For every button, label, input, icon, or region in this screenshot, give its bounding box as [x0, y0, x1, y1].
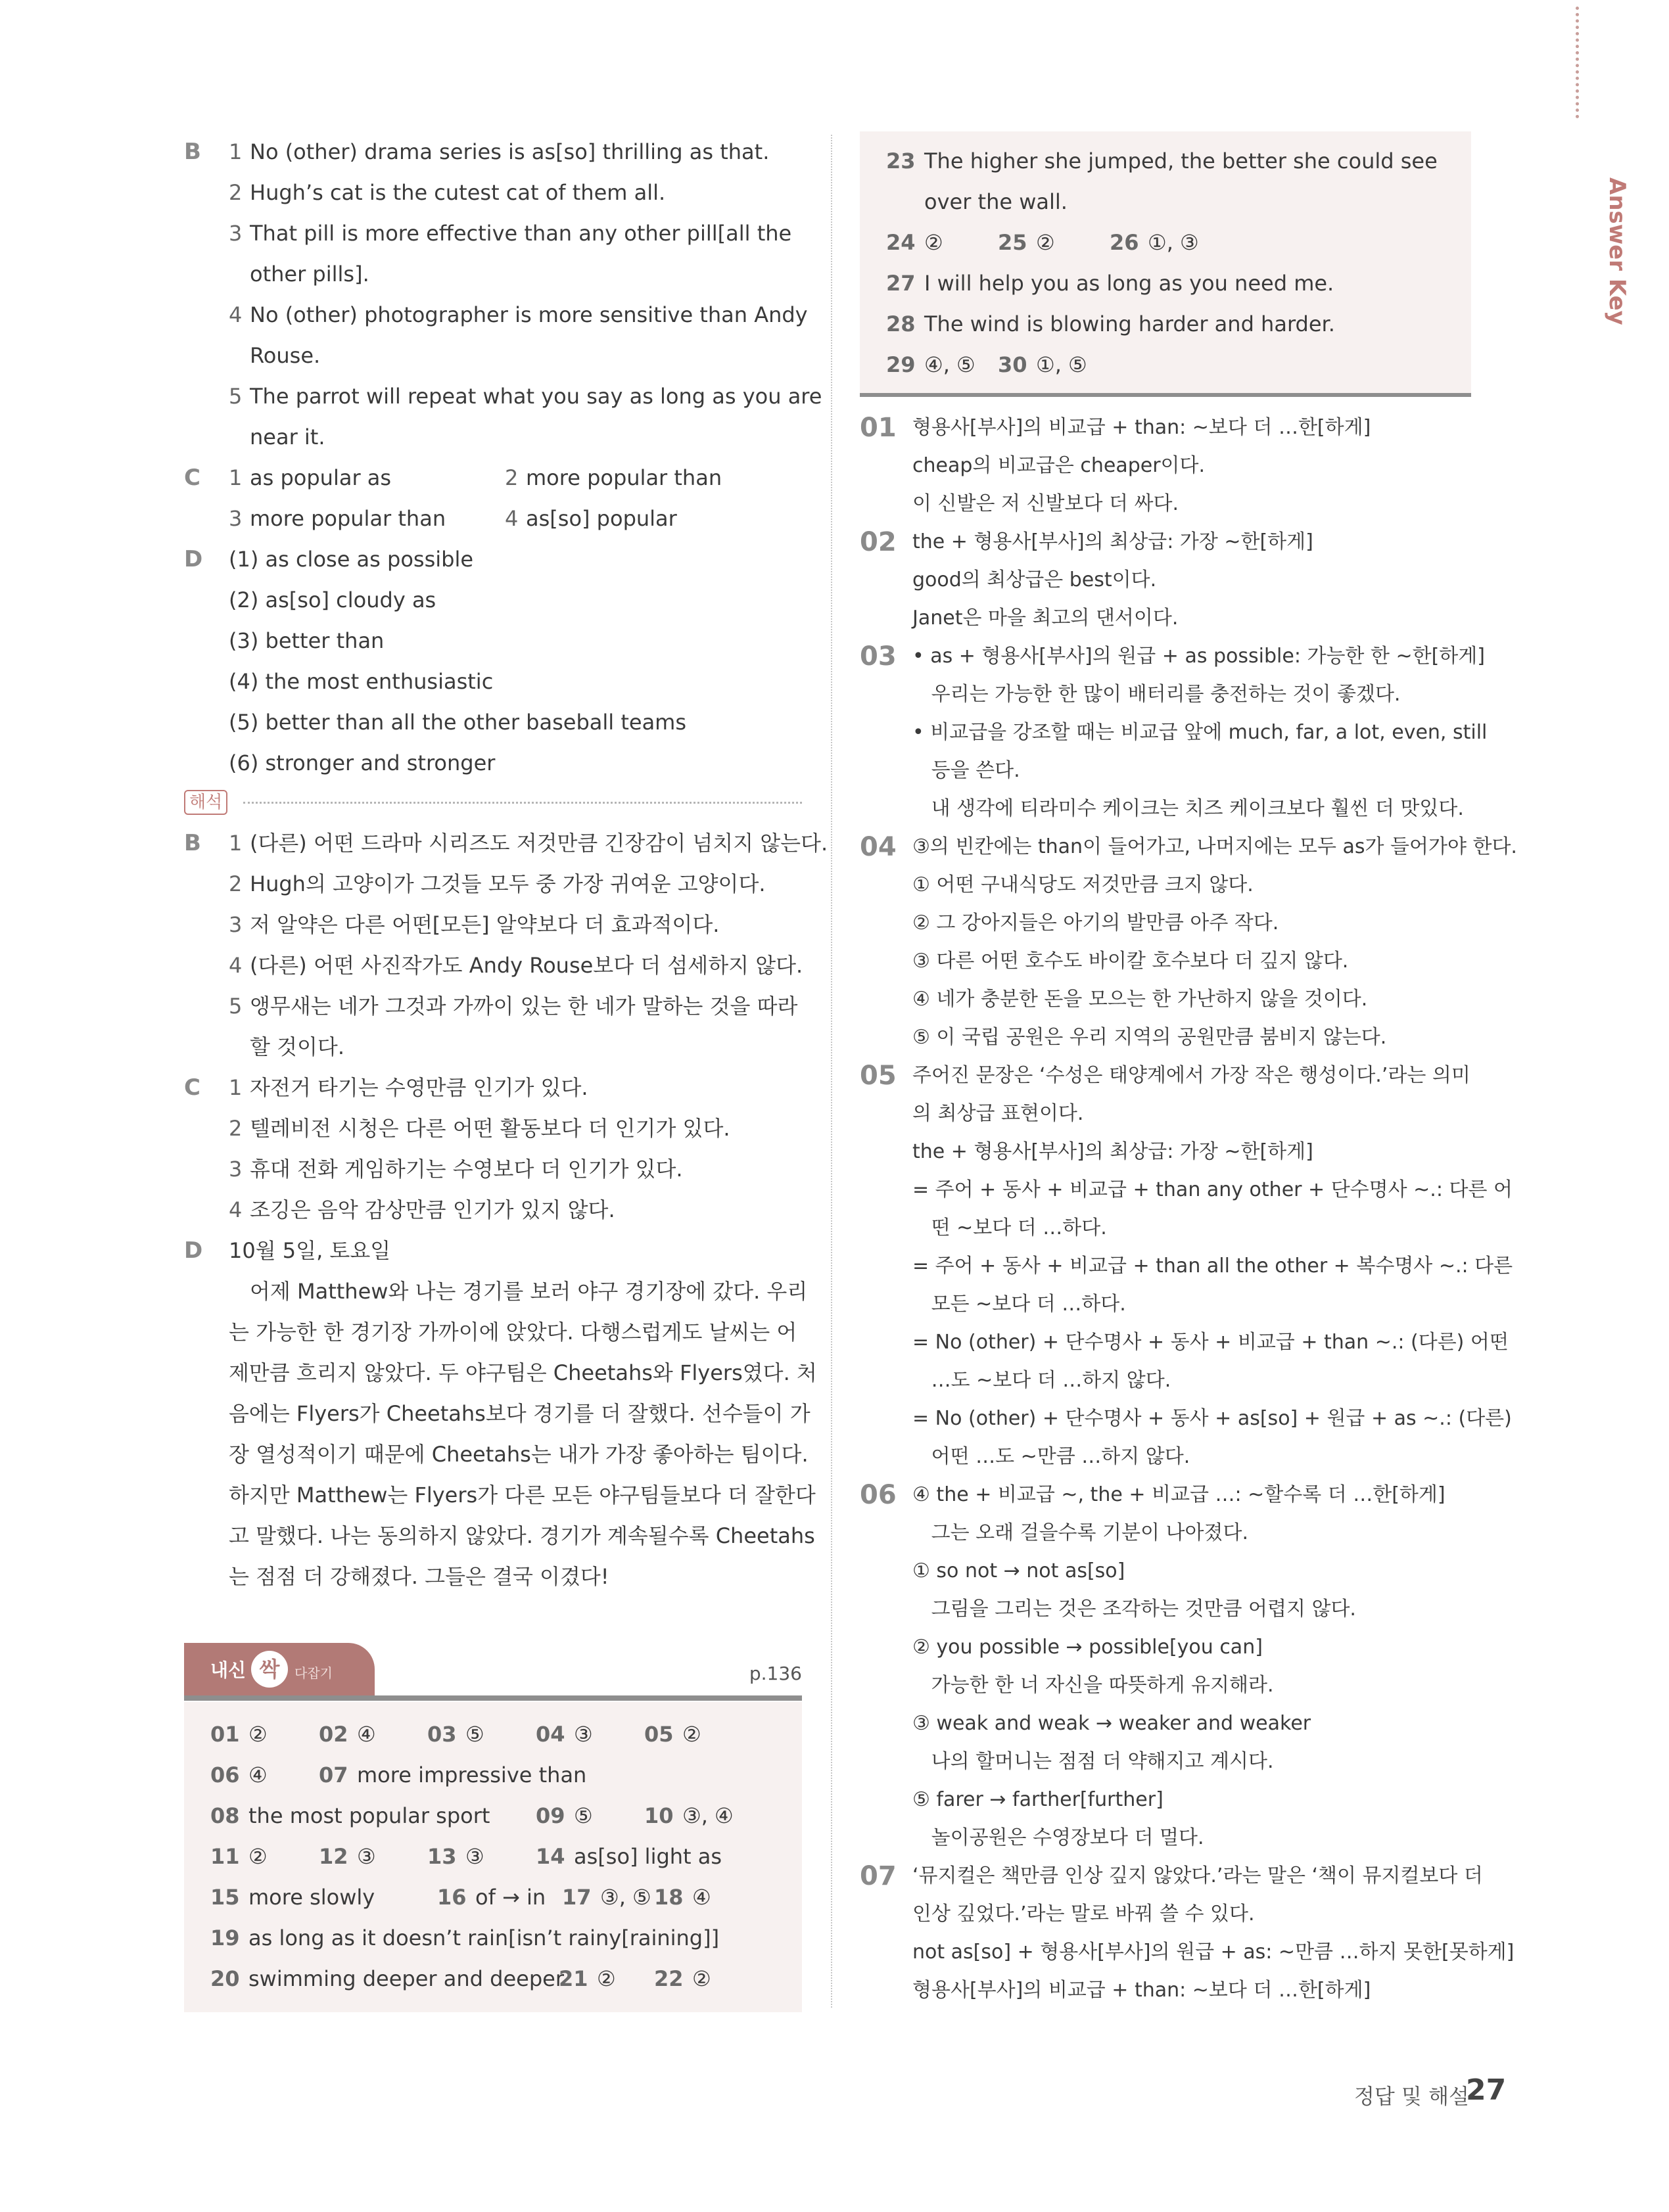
- item-text: (6) stronger and stronger: [229, 750, 496, 775]
- answer-value: ②: [597, 1966, 616, 1991]
- explanation-text: the + 형용사[부사]의 최상급: 가장 ~한[하게]: [912, 530, 1313, 553]
- item-num: 1: [229, 465, 243, 490]
- kb-item-1: [184, 823, 828, 864]
- section-label: C: [184, 465, 200, 491]
- kb-item-3: [184, 904, 802, 945]
- answer-num: 24: [886, 230, 916, 255]
- answer-value: ④, ⑤: [924, 352, 976, 377]
- item-num: 5: [229, 994, 243, 1019]
- answer-num: 19: [210, 1925, 240, 1950]
- explanation-text: 그림을 그리는 것은 조각하는 것만큼 어렵지 않다.: [912, 1598, 1356, 1621]
- answer-num: 01: [210, 1722, 240, 1747]
- explanation-line: [860, 1743, 1471, 1781]
- explanation-line: [860, 942, 1471, 980]
- answer-num: 09: [536, 1803, 565, 1828]
- kd-line-6: [184, 1475, 816, 1515]
- explanation-02: [860, 523, 1471, 561]
- explanation-text: = 주어 + 동사 + 비교급 + than any other + 단수명사 ~.: 다른 어: [912, 1178, 1513, 1201]
- section-b-item-1: [184, 131, 802, 172]
- answer-value: swimming deeper and deeper: [248, 1966, 564, 1991]
- section-b-item-4: [184, 294, 808, 335]
- answer-row: [860, 263, 1471, 304]
- explanation-text: 어떤 …도 ~만큼 …하지 않다.: [912, 1445, 1190, 1468]
- kc-item-3: [184, 1149, 802, 1189]
- answer-value: ④: [248, 1763, 268, 1787]
- section-label: C: [184, 1074, 200, 1101]
- answer-value: ③, ⑤: [600, 1885, 651, 1910]
- section-label: D: [184, 1237, 203, 1264]
- explanation-06: [860, 1476, 1471, 1514]
- explanation-text: 모든 ~보다 더 …하다.: [912, 1293, 1126, 1316]
- item-text: (3) better than: [229, 628, 385, 653]
- item-text: The parrot will repeat what you say as long as you are: [250, 384, 822, 409]
- explanation-line: [860, 1438, 1471, 1476]
- naesin-answers: [184, 1702, 802, 2012]
- explanation-text: ‘뮤지컬은 책만큼 인상 깊지 않았다.’라는 말은 ‘책이 뮤지컬보다 더: [912, 1864, 1483, 1887]
- left-column: [184, 131, 828, 2012]
- explanation-num: 04: [860, 832, 897, 862]
- item-text: (4) the most enthusiastic: [229, 669, 494, 694]
- explanation-text: 형용사[부사]의 비교급 + than: ~보다 더 …한[하게]: [912, 416, 1371, 439]
- answer-num: 30: [998, 352, 1027, 377]
- answer-value: ③: [465, 1844, 484, 1869]
- answer-value: ③: [357, 1844, 376, 1869]
- answer-num: 27: [886, 271, 916, 296]
- explanation-text: 의 최상급 표현이다.: [912, 1102, 1084, 1125]
- dotted-rule: [243, 802, 802, 804]
- section-label: D: [184, 546, 203, 572]
- kc-item-4: [184, 1189, 802, 1230]
- kc-item-1: [184, 1067, 802, 1108]
- explanation-num: 05: [860, 1061, 897, 1091]
- explanation-line: [860, 714, 1488, 752]
- section-b-item-3-cont: [184, 254, 802, 294]
- item-num: 3: [229, 1157, 243, 1182]
- answer-row: [184, 1958, 802, 1999]
- explanations: [860, 409, 1517, 2010]
- answer-value: ①, ③: [1148, 230, 1199, 255]
- item-text: 조깅은 음악 감상만큼 인기가 있지 않다.: [250, 1197, 615, 1222]
- answer-value: ③: [574, 1722, 593, 1747]
- explanation-text: = 주어 + 동사 + 비교급 + than all the other + 복수명사 ~.: 다른: [912, 1255, 1513, 1278]
- section-d-item-6: [184, 743, 802, 783]
- answer-value: ⑤: [465, 1722, 484, 1747]
- section-b-item-5-cont: [184, 417, 802, 457]
- side-tab-label: Answer Key: [1604, 177, 1630, 325]
- explanation-line: [860, 1552, 1471, 1590]
- explanation-text: = No (other) + 단수명사 + 동사 + 비교급 + than ~.: (다른) 어떤: [912, 1331, 1509, 1354]
- explanation-num: 02: [860, 527, 897, 557]
- naesin-tab: [184, 1643, 375, 1695]
- answer-value: ②: [1036, 230, 1055, 255]
- item-num: 2: [505, 465, 519, 490]
- answer-row: [860, 304, 1471, 344]
- explanation-text: = No (other) + 단수명사 + 동사 + as[so] + 원급 + as ~.: (다른): [912, 1407, 1512, 1430]
- explanation-line: [860, 790, 1471, 828]
- footer-label: 정답 및 해설: [1354, 2084, 1469, 2109]
- answer-value: more slowly: [248, 1885, 375, 1910]
- diary-text: 는 점점 더 강해졌다. 그들은 결국 이겼다!: [229, 1564, 609, 1589]
- naesin-header: [184, 1643, 802, 1702]
- explanation-text: …도 ~보다 더 …하지 않다.: [912, 1369, 1171, 1392]
- explanation-line: [860, 1362, 1471, 1400]
- explanation-text: 등을 쓴다.: [912, 759, 1020, 782]
- item-num: 3: [229, 221, 243, 246]
- answer-num: 17: [562, 1885, 592, 1910]
- explanation-num: 01: [860, 413, 897, 443]
- explanation-line: [860, 1171, 1513, 1209]
- answer-num: 12: [319, 1844, 348, 1869]
- naesin-rule: [184, 1695, 802, 1701]
- item-text: Hugh의 고양이가 그것들 모두 중 가장 귀여운 고양이다.: [250, 871, 766, 896]
- answer-num: 21: [559, 1966, 588, 1991]
- explanation-line: [860, 1667, 1471, 1705]
- item-num: 1: [229, 139, 243, 164]
- answer-value: ②: [692, 1966, 711, 1991]
- answer-num: 05: [644, 1722, 674, 1747]
- diary-text: 어제 Matthew와 나는 경기를 보러 야구 경기장에 갔다. 우리: [229, 1279, 808, 1304]
- explanation-04: [860, 828, 1517, 866]
- explanation-line: [860, 561, 1471, 599]
- answer-num: 08: [210, 1803, 240, 1828]
- kd-line-8: [184, 1556, 802, 1597]
- explanation-num: 03: [860, 641, 897, 672]
- section-b-item-4-cont: [184, 335, 802, 376]
- item-text: (다른) 어떤 사진작가도 Andy Rouse보다 더 섬세하지 않다.: [250, 953, 803, 978]
- explanation-line: [860, 1209, 1471, 1247]
- explanation-text: 내 생각에 티라미수 케이크는 치즈 케이크보다 훨씬 더 맛있다.: [912, 797, 1464, 820]
- kb-item-2: [184, 864, 802, 904]
- explanation-text: 이 신발은 저 신발보다 더 싸다.: [912, 492, 1179, 515]
- explanation-line: [860, 1019, 1471, 1057]
- answer-num: 14: [536, 1844, 565, 1869]
- column-divider: [831, 135, 832, 2008]
- answer-row: [184, 1714, 802, 1755]
- diary-text: 고 말했다. 나는 동의하지 않았다. 경기가 계속될수록 Cheetahs: [229, 1523, 815, 1548]
- naesin-title: 내신: [210, 1659, 247, 1681]
- answer-row: [184, 1836, 802, 1877]
- explanation-num: 06: [860, 1480, 897, 1510]
- explanation-text: cheap의 비교급은 cheaper이다.: [912, 454, 1206, 477]
- explanation-line: [860, 485, 1471, 523]
- explanation-line: [860, 1895, 1471, 1933]
- explanation-03: [860, 637, 1485, 676]
- diary-text: 하지만 Matthew는 Flyers가 다른 모든 야구팀들보다 더 잘한다: [229, 1483, 816, 1508]
- answer-value: more impressive than: [357, 1763, 587, 1787]
- item-text: more popular than: [526, 465, 722, 490]
- answer-value: ②: [924, 230, 943, 255]
- item-num: 4: [229, 1197, 243, 1222]
- item-num: 4: [505, 506, 519, 531]
- answer-box-continued: [860, 131, 1471, 397]
- item-text: as[so] popular: [526, 506, 677, 531]
- item-text: as popular as: [250, 465, 392, 490]
- answer-num: 03: [427, 1722, 457, 1747]
- kd-line-1: [184, 1271, 808, 1312]
- diary-text: 장 열성적이기 때문에 Cheetahs는 내가 가장 좋아하는 팀이다.: [229, 1442, 809, 1467]
- explanation-text: 인상 깊었다.’라는 말로 바꿔 쓸 수 있다.: [912, 1902, 1255, 1925]
- kd-line-3: [184, 1352, 817, 1393]
- item-num: 2: [229, 180, 243, 205]
- answer-value: as[so] light as: [574, 1844, 722, 1869]
- answer-value: ①, ⑤: [1036, 352, 1087, 377]
- kd-line-5: [184, 1434, 809, 1475]
- answer-row: [184, 1877, 802, 1918]
- item-text: Rouse.: [250, 343, 321, 368]
- explanation-text: ③ weak and weak → weaker and weaker: [912, 1712, 1311, 1735]
- answer-row: [860, 344, 1471, 385]
- explanation-line: [860, 1095, 1471, 1133]
- explanation-07: [860, 1857, 1483, 1895]
- section-label: B: [184, 139, 201, 165]
- explanation-text: 떤 ~보다 더 …하다.: [912, 1216, 1107, 1239]
- explanation-line: [860, 676, 1471, 714]
- explanation-text: ② you possible → possible[you can]: [912, 1636, 1263, 1659]
- diary-date: 10월 5일, 토요일: [229, 1238, 391, 1263]
- answer-num: 10: [644, 1803, 674, 1828]
- section-b-item-5: [184, 376, 822, 417]
- explanation-line: [860, 752, 1471, 790]
- item-text: Hugh’s cat is the cutest cat of them all.: [250, 180, 666, 205]
- explanation-line: [860, 1705, 1471, 1743]
- answer-value: The higher she jumped, the better she could see: [924, 149, 1438, 173]
- explanation-text: ④ 네가 충분한 돈을 모으는 한 가난하지 않을 것이다.: [912, 988, 1368, 1011]
- explanation-text: 형용사[부사]의 비교급 + than: ~보다 더 …한[하게]: [912, 1979, 1371, 2002]
- kd-line-7: [184, 1515, 815, 1556]
- section-b-item-3: [184, 213, 802, 254]
- answer-num: 04: [536, 1722, 565, 1747]
- answer-num: 26: [1110, 230, 1139, 255]
- item-text: That pill is more effective than any other pill[all the: [250, 221, 792, 246]
- answer-row: [184, 1918, 802, 1958]
- item-text: No (other) photographer is more sensitive than Andy: [250, 302, 808, 327]
- explanation-text: • 비교급을 강조할 때는 비교급 앞에 much, far, a lot, even, still: [912, 721, 1488, 744]
- explanation-line: [860, 1324, 1509, 1362]
- section-d-item-4: [184, 661, 802, 702]
- explanation-line: [860, 1781, 1471, 1819]
- kd-date: [184, 1230, 802, 1271]
- explanation-text: the + 형용사[부사]의 최상급: 가장 ~한[하게]: [912, 1140, 1313, 1163]
- item-text: (다른) 어떤 드라마 시리즈도 저것만큼 긴장감이 넘치지 않는다.: [250, 831, 828, 856]
- section-c-row-2: [184, 498, 802, 539]
- diary-text: 제만큼 흐리지 않았다. 두 야구팀은 Cheetahs와 Flyers였다. 처: [229, 1360, 817, 1385]
- explanation-line: [860, 1285, 1471, 1324]
- explanation-text: ① so not → not as[so]: [912, 1559, 1125, 1582]
- side-tab-dots: [1576, 7, 1579, 118]
- answer-value: as long as it doesn’t rain[isn’t rainy[raining]]: [248, 1925, 720, 1950]
- explanation-text: good의 최상급은 best이다.: [912, 568, 1157, 591]
- explanation-line: [860, 1133, 1471, 1171]
- answer-value: over the wall.: [924, 189, 1068, 214]
- section-d-item-2: [184, 580, 802, 620]
- item-text: 앵무새는 네가 그것과 가까이 있는 한 네가 말하는 것을 따라: [250, 994, 798, 1019]
- item-text: 저 알약은 다른 어떤[모든] 알약보다 더 효과적이다.: [250, 912, 720, 937]
- item-text: 휴대 전화 게임하기는 수영보다 더 인기가 있다.: [250, 1157, 683, 1182]
- explanation-line: [860, 1628, 1471, 1667]
- item-text: near it.: [250, 425, 325, 449]
- explanation-text: ⑤ farer → farther[further]: [912, 1788, 1164, 1811]
- explanation-text: ② 그 강아지들은 아기의 발만큼 아주 작다.: [912, 911, 1279, 934]
- explanation-line: [860, 1400, 1512, 1438]
- section-d-item-1: [184, 539, 802, 580]
- answer-value: I will help you as long as you need me.: [924, 271, 1334, 296]
- section-d-item-3: [184, 620, 802, 661]
- explanation-line: [860, 447, 1471, 485]
- item-num: 2: [229, 871, 243, 896]
- answer-row: [184, 1755, 802, 1795]
- item-num: 1: [229, 1075, 243, 1100]
- answer-num: 18: [654, 1885, 684, 1910]
- answer-value: ④: [357, 1722, 376, 1747]
- explanation-text: ① 어떤 구내식당도 저것만큼 크지 않다.: [912, 873, 1254, 896]
- explanation-05: [860, 1057, 1471, 1095]
- kc-item-2: [184, 1108, 802, 1149]
- section-b-item-2: [184, 172, 802, 213]
- explanation-text: 나의 할머니는 점점 더 약해지고 계시다.: [912, 1750, 1274, 1773]
- right-column: [860, 131, 1517, 2010]
- naesin-title-badge: 싹: [251, 1651, 288, 1688]
- answer-row: [184, 1795, 802, 1836]
- answer-num: 29: [886, 352, 916, 377]
- kb-item-5-cont: [184, 1026, 802, 1067]
- kd-line-2: [184, 1312, 802, 1352]
- explanation-01: [860, 409, 1471, 447]
- item-text: other pills].: [250, 262, 369, 287]
- answer-num: 20: [210, 1966, 240, 1991]
- item-num: 5: [229, 384, 243, 409]
- translation-header: [184, 783, 802, 823]
- item-text: 텔레비전 시청은 다른 어떤 활동보다 더 인기가 있다.: [250, 1116, 730, 1141]
- naesin-subtitle: 다잡기: [294, 1665, 333, 1681]
- item-num: 3: [229, 506, 243, 531]
- item-num: 3: [229, 912, 243, 937]
- answer-num: 25: [998, 230, 1027, 255]
- diary-text: 음에는 Flyers가 Cheetahs보다 경기를 더 잘했다. 선수들이 가: [229, 1401, 811, 1426]
- answer-num: 23: [886, 149, 916, 173]
- page-number: 27: [1466, 2073, 1507, 2107]
- answer-num: 16: [437, 1885, 467, 1910]
- explanation-text: not as[so] + 형용사[부사]의 원급 + as: ~만큼 …하지 못한[못하게]: [912, 1941, 1515, 1964]
- answer-value: ⑤: [574, 1803, 593, 1828]
- explanation-text: 그는 오래 걸을수록 기분이 나아졌다.: [912, 1521, 1248, 1544]
- item-text: No (other) drama series is as[so] thrilling as that.: [250, 139, 770, 164]
- kb-item-5: [184, 986, 802, 1026]
- item-text: (1) as close as possible: [229, 547, 474, 572]
- item-text: (5) better than all the other baseball teams: [229, 710, 687, 735]
- answer-num: 15: [210, 1885, 240, 1910]
- explanation-line: [860, 1590, 1471, 1628]
- explanation-num: 07: [860, 1861, 897, 1891]
- answer-value: the most popular sport: [248, 1803, 490, 1828]
- answer-num: 13: [427, 1844, 457, 1869]
- answer-value: of → in: [475, 1885, 546, 1910]
- explanation-line: [860, 1819, 1471, 1857]
- section-label: B: [184, 830, 201, 856]
- item-text: (2) as[so] cloudy as: [229, 588, 436, 612]
- answer-value: ④: [692, 1885, 711, 1910]
- answer-row: [860, 222, 1471, 263]
- item-text: 할 것이다.: [250, 1034, 344, 1059]
- explanation-text: ③ 다른 어떤 호수도 바이칼 호수보다 더 깊지 않다.: [912, 950, 1349, 973]
- translation-label: 해석: [184, 790, 227, 815]
- item-num: 1: [229, 831, 243, 856]
- explanation-text: Janet은 마을 최고의 댄서이다.: [912, 607, 1179, 630]
- explanation-line: [860, 904, 1471, 942]
- answer-value: The wind is blowing harder and harder.: [924, 311, 1335, 336]
- explanation-line: [860, 1971, 1471, 2010]
- answer-value: ②: [682, 1722, 701, 1747]
- item-text: more popular than: [250, 506, 446, 531]
- answer-num: 06: [210, 1763, 240, 1787]
- explanation-text: 놀이공원은 수영장보다 더 멀다.: [912, 1826, 1204, 1849]
- kd-line-4: [184, 1393, 811, 1434]
- answer-num: 11: [210, 1844, 240, 1869]
- answer-value: ②: [248, 1844, 268, 1869]
- answer-num: 22: [654, 1966, 684, 1991]
- item-num: 2: [229, 1116, 243, 1141]
- explanation-text: 우리는 가능한 한 많이 배터리를 충전하는 것이 좋겠다.: [912, 683, 1401, 706]
- answer-num: 02: [319, 1722, 348, 1747]
- explanation-text: ④ the + 비교급 ~, the + 비교급 …: ~할수록 더 …한[하게]: [912, 1483, 1446, 1506]
- answer-row: [860, 181, 1471, 222]
- item-num: 4: [229, 953, 243, 978]
- explanation-line: [860, 1247, 1513, 1285]
- explanation-line: [860, 1514, 1471, 1552]
- section-d-item-5: [184, 702, 802, 743]
- explanation-line: [860, 866, 1471, 904]
- item-num: 4: [229, 302, 243, 327]
- explanation-text: 가능한 한 너 자신을 따뜻하게 유지해라.: [912, 1674, 1274, 1697]
- kb-item-4: [184, 945, 802, 986]
- explanation-line: [860, 599, 1471, 637]
- answer-num: 28: [886, 311, 916, 336]
- explanation-line: [860, 1933, 1515, 1971]
- explanation-text: ③의 빈칸에는 than이 들어가고, 나머지에는 모두 as가 들어가야 한다.: [912, 835, 1517, 858]
- answer-row: [860, 141, 1471, 181]
- answer-value: ②: [248, 1722, 268, 1747]
- page-reference: p.136: [749, 1663, 802, 1684]
- explanation-text: 주어진 문장은 ‘수성은 태양계에서 가장 작은 행성이다.’라는 의미: [912, 1064, 1470, 1087]
- explanation-line: [860, 980, 1471, 1019]
- item-text: 자전거 타기는 수영만큼 인기가 있다.: [250, 1075, 588, 1100]
- explanation-text: • as + 형용사[부사]의 원급 + as possible: 가능한 한 ~한[하게]: [912, 645, 1485, 668]
- answer-value: ③, ④: [682, 1803, 734, 1828]
- answer-num: 07: [319, 1763, 348, 1787]
- diary-text: 는 가능한 한 경기장 가까이에 앉았다. 다행스럽게도 날씨는 어: [229, 1320, 797, 1345]
- explanation-text: ⑤ 이 국립 공원은 우리 지역의 공원만큼 붐비지 않는다.: [912, 1026, 1387, 1049]
- section-c-row-1: [184, 457, 802, 498]
